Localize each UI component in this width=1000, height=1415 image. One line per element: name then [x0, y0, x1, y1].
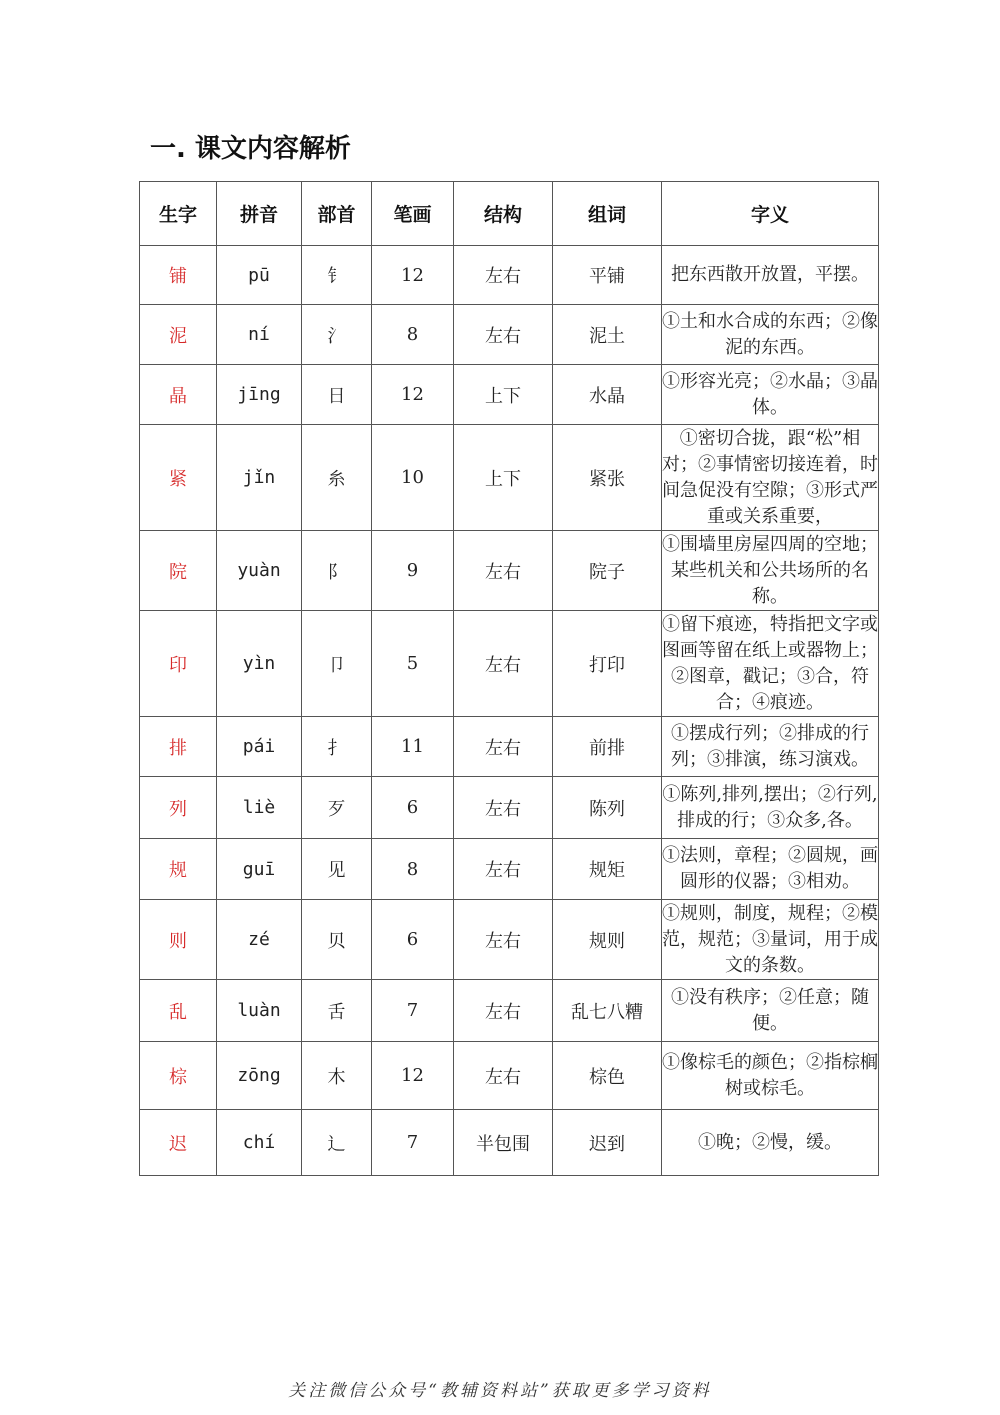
- table-row: [140, 900, 879, 980]
- table-row: [140, 839, 879, 900]
- cell-meaning: ①土和水合成的东西；②像泥的东西。: [662, 305, 879, 365]
- cell-meaning: ①没有秩序；②任意；随便。: [662, 980, 879, 1042]
- cell-word: 泥土: [553, 305, 662, 365]
- cell-pinyin: liè: [217, 777, 302, 839]
- table-row: [140, 425, 879, 531]
- cell-word: 棕色: [553, 1042, 662, 1110]
- cell-pinyin: yìn: [217, 611, 302, 717]
- header-pinyin: 拼音: [217, 182, 302, 246]
- cell-strokes: 7: [372, 1110, 454, 1176]
- page-title: 一. 课文内容解析: [150, 134, 351, 164]
- cell-word: 平铺: [553, 246, 662, 305]
- table-row: [140, 980, 879, 1042]
- cell-meaning: ①法则，章程；②圆规，画圆形的仪器；③相劝。: [662, 839, 879, 900]
- cell-char: 棕: [140, 1042, 217, 1110]
- cell-word: 水晶: [553, 365, 662, 425]
- cell-structure: 上下: [454, 425, 553, 531]
- cell-meaning: ①规则，制度，规程；②模范，规范；③量词，用于成文的条数。: [662, 900, 879, 980]
- header-word: 组词: [553, 182, 662, 246]
- cell-radical: 舌: [302, 980, 372, 1042]
- header-structure: 结构: [454, 182, 553, 246]
- cell-strokes: 5: [372, 611, 454, 717]
- cell-structure: 左右: [454, 531, 553, 611]
- cell-radical: 歹: [302, 777, 372, 839]
- cell-meaning: ①像棕毛的颜色；②指棕榈树或棕毛。: [662, 1042, 879, 1110]
- cell-radical: 辶: [302, 1110, 372, 1176]
- cell-meaning: ①陈列,排列,摆出；②行列,排成的行；③众多,各。: [662, 777, 879, 839]
- cell-pinyin: yuàn: [217, 531, 302, 611]
- cell-strokes: 12: [372, 1042, 454, 1110]
- cell-radical: 木: [302, 1042, 372, 1110]
- cell-structure: 左右: [454, 611, 553, 717]
- cell-meaning: ①晚；②慢，缓。: [662, 1110, 879, 1176]
- cell-word: 规则: [553, 900, 662, 980]
- vocabulary-table: [139, 181, 879, 1176]
- table-row: [140, 717, 879, 777]
- cell-structure: 左右: [454, 839, 553, 900]
- cell-structure: 半包围: [454, 1110, 553, 1176]
- cell-strokes: 9: [372, 531, 454, 611]
- cell-structure: 左右: [454, 305, 553, 365]
- table-row: [140, 246, 879, 305]
- cell-word: 前排: [553, 717, 662, 777]
- table-row: [140, 1042, 879, 1110]
- cell-radical: 阝: [302, 531, 372, 611]
- cell-char: 院: [140, 531, 217, 611]
- cell-char: 泥: [140, 305, 217, 365]
- table-header-row: [140, 182, 879, 246]
- header-radical: 部首: [302, 182, 372, 246]
- cell-strokes: 12: [372, 365, 454, 425]
- cell-strokes: 11: [372, 717, 454, 777]
- cell-strokes: 8: [372, 839, 454, 900]
- cell-char: 规: [140, 839, 217, 900]
- cell-word: 陈列: [553, 777, 662, 839]
- table-row: [140, 531, 879, 611]
- cell-radical: 氵: [302, 305, 372, 365]
- cell-radical: 扌: [302, 717, 372, 777]
- cell-radical: 卩: [302, 611, 372, 717]
- cell-pinyin: guī: [217, 839, 302, 900]
- cell-structure: 左右: [454, 980, 553, 1042]
- cell-radical: 贝: [302, 900, 372, 980]
- cell-structure: 左右: [454, 1042, 553, 1110]
- cell-pinyin: ní: [217, 305, 302, 365]
- cell-char: 晶: [140, 365, 217, 425]
- cell-radical: 糸: [302, 425, 372, 531]
- cell-meaning: 把东西散开放置，平摆。: [662, 246, 879, 305]
- cell-pinyin: jīng: [217, 365, 302, 425]
- cell-structure: 上下: [454, 365, 553, 425]
- cell-meaning: ①摆成行列；②排成的行列；③排演，练习演戏。: [662, 717, 879, 777]
- cell-char: 印: [140, 611, 217, 717]
- cell-structure: 左右: [454, 717, 553, 777]
- cell-pinyin: jǐn: [217, 425, 302, 531]
- cell-word: 打印: [553, 611, 662, 717]
- cell-strokes: 8: [372, 305, 454, 365]
- cell-pinyin: luàn: [217, 980, 302, 1042]
- cell-meaning: ①围墙里房屋四周的空地；某些机关和公共场所的名称。: [662, 531, 879, 611]
- cell-pinyin: zōng: [217, 1042, 302, 1110]
- cell-pinyin: pái: [217, 717, 302, 777]
- cell-char: 紧: [140, 425, 217, 531]
- table-row: [140, 365, 879, 425]
- cell-word: 紧张: [553, 425, 662, 531]
- cell-structure: 左右: [454, 777, 553, 839]
- cell-meaning: ①形容光亮；②水晶；③晶体。: [662, 365, 879, 425]
- cell-char: 乱: [140, 980, 217, 1042]
- cell-strokes: 6: [372, 900, 454, 980]
- table-row: [140, 305, 879, 365]
- cell-structure: 左右: [454, 900, 553, 980]
- cell-strokes: 7: [372, 980, 454, 1042]
- cell-char: 排: [140, 717, 217, 777]
- cell-structure: 左右: [454, 246, 553, 305]
- cell-strokes: 10: [372, 425, 454, 531]
- table-row: [140, 1110, 879, 1176]
- cell-radical: 日: [302, 365, 372, 425]
- cell-word: 迟到: [553, 1110, 662, 1176]
- cell-word: 乱七八糟: [553, 980, 662, 1042]
- table-row: [140, 777, 879, 839]
- cell-word: 院子: [553, 531, 662, 611]
- cell-meaning: ①密切合拢，跟“松”相对；②事情密切接连着，时间急促没有空隙；③形式严重或关系重要，: [662, 425, 879, 531]
- cell-strokes: 6: [372, 777, 454, 839]
- cell-word: 规矩: [553, 839, 662, 900]
- cell-char: 迟: [140, 1110, 217, 1176]
- header-strokes: 笔画: [372, 182, 454, 246]
- cell-char: 列: [140, 777, 217, 839]
- table-row: [140, 611, 879, 717]
- footer-note: 关注微信公众号“教辅资料站”获取更多学习资料: [288, 1381, 712, 1401]
- cell-radical: 见: [302, 839, 372, 900]
- cell-char: 铺: [140, 246, 217, 305]
- header-char: 生字: [140, 182, 217, 246]
- cell-char: 则: [140, 900, 217, 980]
- cell-pinyin: chí: [217, 1110, 302, 1176]
- cell-meaning: ①留下痕迹，特指把文字或图画等留在纸上或器物上；②图章，戳记；③合，符合；④痕迹。: [662, 611, 879, 717]
- cell-radical: 钅: [302, 246, 372, 305]
- cell-pinyin: pū: [217, 246, 302, 305]
- header-meaning: 字义: [662, 182, 879, 246]
- cell-strokes: 12: [372, 246, 454, 305]
- cell-pinyin: zé: [217, 900, 302, 980]
